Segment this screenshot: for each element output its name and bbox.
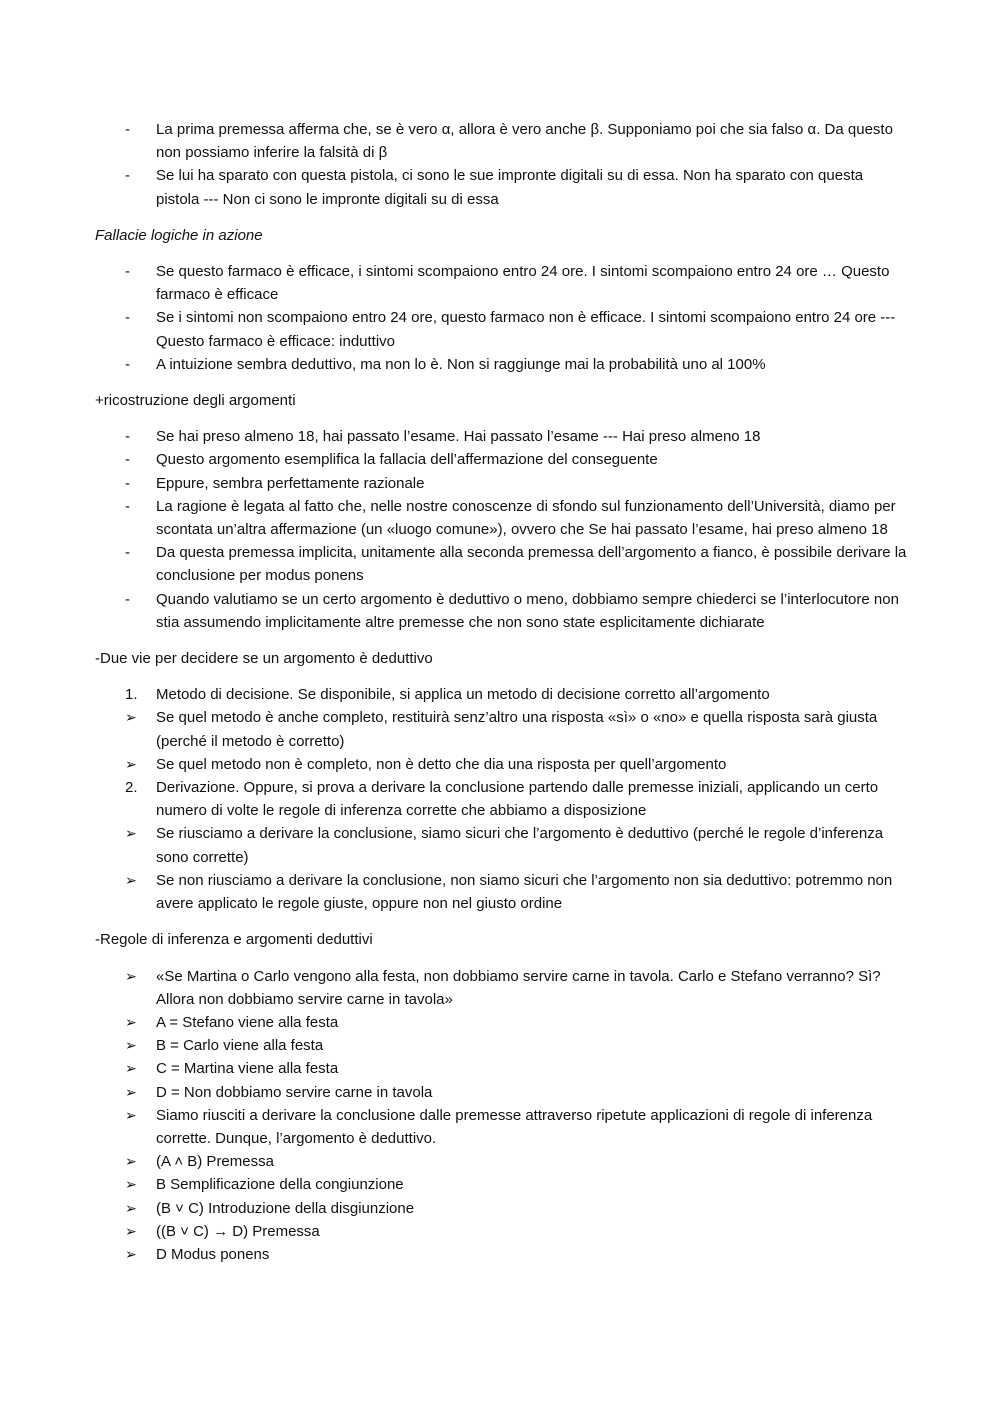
list-item <box>95 683 910 706</box>
arrow-bullet-icon: ➢ <box>125 825 137 842</box>
list-item <box>95 1011 910 1034</box>
list-item <box>95 495 910 541</box>
list-item-text: (B ˅ C) Introduzione della disgiunzione <box>156 1199 415 1217</box>
list-item-text: Siamo riusciti a derivare la conclusione dalle premesse attraverso ripetute applicazioni di regole di inferenza corrette. Dunque, l’argomento è deduttivo. <box>156 1106 873 1147</box>
list-item <box>95 448 910 471</box>
list-item <box>95 1057 910 1080</box>
list-item <box>95 425 910 448</box>
list-item-text: Se quel metodo non è completo, non è detto che dia una risposta per quell’argomento <box>156 755 727 773</box>
list-item-text: Eppure, sembra perfettamente razionale <box>156 474 425 492</box>
arrow-bullet-icon: ➢ <box>125 709 137 726</box>
number-marker: 1. <box>125 686 138 704</box>
list-item-text: B = Carlo viene alla festa <box>156 1037 324 1055</box>
list-item <box>95 1150 910 1173</box>
list-item <box>95 588 910 634</box>
list-item-text: La ragione è legata al fatto che, nelle nostre conoscenze di sfondo sul funzionamento dell’Università, diamo per scontata un’altra affermazione (un «luogo comune»), ovvero che Se hai passato l’esame, hai preso almeno 18 <box>156 497 896 539</box>
arrow-list-inference-rules <box>95 965 910 1267</box>
arrow-bullet-icon: ➢ <box>125 967 137 984</box>
list-item-text: ((B ˅ C) → D) Premessa <box>156 1222 320 1240</box>
list-item-text: Da questa premessa implicita, unitamente alla seconda premessa dell’argomento a fianco, è possibile derivare la conclusione per modus ponens <box>156 544 907 585</box>
list-item <box>95 1197 910 1220</box>
list-item <box>95 118 910 164</box>
list-item-text: B Semplificazione della congiunzione <box>156 1176 404 1194</box>
list-item-text: Se questo farmaco è efficace, i sintomi scompaiono entro 24 ore. I sintomi scompaiono entro 24 ore … Questo farmaco è efficace <box>156 263 890 304</box>
dash-marker: - <box>125 451 130 469</box>
list-item <box>95 353 910 376</box>
section-heading: -Regole di inferenza e argomenti deduttivi <box>95 931 373 949</box>
bullet-list-reconstruction <box>95 425 910 634</box>
arrow-bullet-icon: ➢ <box>125 1013 137 1030</box>
section-heading: Fallacie logiche in azione <box>95 226 263 244</box>
list-item-text: «Se Martina o Carlo vengono alla festa, non dobbiamo servire carne in tavola. Carlo e Stefano verranno? Sì? Allora non dobbiamo servire carne in tavola» <box>156 967 881 1008</box>
arrow-bullet-icon: ➢ <box>125 1083 137 1100</box>
numbered-list-decision-methods <box>95 683 910 915</box>
arrow-bullet-icon: ➢ <box>125 1060 137 1077</box>
dash-marker: - <box>125 544 130 562</box>
list-item-text: Derivazione. Oppure, si prova a derivare la conclusione partendo dalle premesse iniziali, applicando un certo numero di volte le regole di inferenza corrette che abbiamo a disposizione <box>156 779 879 820</box>
list-item-text: Se i sintomi non scompaiono entro 24 ore, questo farmaco non è efficace. I sintomi scompaiono entro 24 ore --- Questo farmaco è efficace: induttivo <box>156 309 896 350</box>
list-item-text: Metodo di decisione. Se disponibile, si applica un metodo di decisione corretto all’argomento <box>156 686 770 704</box>
section-heading: +ricostruzione degli argomenti <box>95 392 296 410</box>
arrow-bullet-icon: ➢ <box>125 1037 137 1054</box>
list-item-text: Se hai preso almeno 18, hai passato l’esame. Hai passato l’esame --- Hai preso almeno 18 <box>156 428 761 446</box>
list-item <box>95 1243 910 1266</box>
dash-marker: - <box>125 428 130 446</box>
list-item <box>95 541 910 587</box>
list-item <box>95 306 910 352</box>
dash-marker: - <box>125 474 130 492</box>
list-item <box>95 472 910 495</box>
dash-marker: - <box>125 263 130 281</box>
dash-marker: - <box>125 590 130 608</box>
arrow-bullet-icon: ➢ <box>125 1222 137 1239</box>
list-item <box>95 1104 910 1150</box>
arrow-bullet-icon: ➢ <box>125 1153 137 1170</box>
list-item-text: Quando valutiamo se un certo argomento è deduttivo o meno, dobbiamo sempre chiederci se l’interlocutore non stia assumendo implicitamente altre premesse che non sono state esplicitamente dichiarate <box>156 590 899 631</box>
list-item-text: D = Non dobbiamo servire carne in tavola <box>156 1083 433 1101</box>
bullet-list-fallacies <box>95 260 910 376</box>
list-item <box>95 260 910 306</box>
arrow-bullet-icon: ➢ <box>125 755 137 772</box>
list-item <box>95 1034 910 1057</box>
list-item <box>95 1173 910 1196</box>
arrow-bullet-icon: ➢ <box>125 871 137 888</box>
list-item <box>95 706 910 752</box>
list-item-text: Se lui ha sparato con questa pistola, ci sono le sue impronte digitali su di essa. Non ha sparato con questa pistola --- Non ci sono le impronte digitali su di essa <box>156 167 864 208</box>
list-item-text: La prima premessa afferma che, se è vero α, allora è vero anche β. Supponiamo poi che sia falso α. Da questo non possiamo inferire la falsità di β <box>156 121 893 162</box>
list-item <box>95 776 910 822</box>
list-item <box>95 1081 910 1104</box>
arrow-bullet-icon: ➢ <box>125 1199 137 1216</box>
list-item-text: Se riusciamo a derivare la conclusione, siamo sicuri che l’argomento è deduttivo (perché le regole d’inferenza sono corrette) <box>156 825 884 866</box>
arrow-bullet-icon: ➢ <box>125 1245 137 1262</box>
dash-marker: - <box>125 121 130 138</box>
list-item-text: C = Martina viene alla festa <box>156 1060 339 1078</box>
list-item <box>95 869 910 915</box>
list-item-text: Se quel metodo è anche completo, restituirà senz’altro una risposta «sì» o «no» e quella risposta sarà giusta (perché il metodo è corretto) <box>156 709 878 750</box>
document-body <box>95 118 910 1266</box>
dash-marker: - <box>125 497 130 515</box>
list-item-text: Questo argomento esemplifica la fallacia dell’affermazione del conseguente <box>156 451 658 469</box>
list-item <box>95 965 910 1011</box>
list-item-text: Se non riusciamo a derivare la conclusione, non siamo sicuri che l’argomento non sia deduttivo: potremmo non avere applicato le regole giuste, oppure non nel giusto ordine <box>156 871 893 913</box>
list-item <box>95 753 910 776</box>
bullet-list-premises <box>95 118 910 211</box>
list-item <box>95 164 910 210</box>
list-item-text: A intuizione sembra deduttivo, ma non lo è. Non si raggiunge mai la probabilità uno al 100% <box>156 355 766 373</box>
list-item <box>95 822 910 868</box>
number-marker: 2. <box>125 779 138 797</box>
arrow-bullet-icon: ➢ <box>125 1176 137 1193</box>
list-item-text: D Modus ponens <box>156 1245 270 1263</box>
dash-marker: - <box>125 167 130 185</box>
dash-marker: - <box>125 309 130 327</box>
list-item <box>95 1220 910 1243</box>
list-item-text: A = Stefano viene alla festa <box>156 1013 339 1031</box>
list-item-text: (A ˄ B) Premessa <box>156 1153 274 1171</box>
arrow-bullet-icon: ➢ <box>125 1106 137 1123</box>
section-heading: -Due vie per decidere se un argomento è deduttivo <box>95 650 433 668</box>
dash-marker: - <box>125 355 130 373</box>
